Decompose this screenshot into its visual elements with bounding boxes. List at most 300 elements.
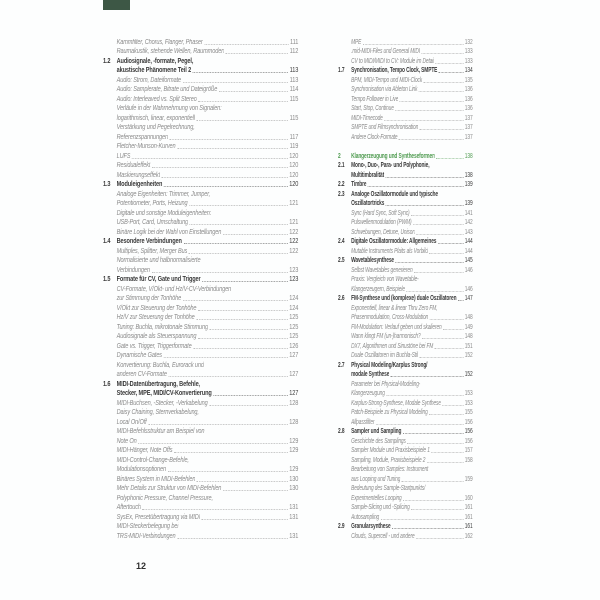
entry-page-number: 161 — [464, 513, 473, 521]
dot-leader — [429, 253, 463, 254]
entry-page-number: 159 — [464, 475, 473, 483]
dot-leader — [403, 433, 464, 434]
toc-line — [338, 379, 473, 389]
toc-line — [103, 199, 298, 209]
entry-page-number: 137 — [464, 114, 473, 122]
toc-line — [338, 132, 473, 142]
entry-page-number: 138 — [464, 171, 473, 179]
entry-title: Aftertouch — [116, 504, 141, 511]
entry-title: Physical Modeling/Karplus Strong/ — [351, 361, 428, 369]
toc-line — [338, 218, 473, 228]
toc-line — [338, 427, 473, 437]
dot-leader — [386, 205, 464, 206]
entry-title: Klangerzeugern, Beispiele — [351, 285, 405, 293]
toc-line — [103, 37, 298, 47]
entry-page-number: 143 — [464, 228, 473, 236]
entry-title: Audiosignale als Steuerspannung — [116, 333, 197, 340]
toc-line — [103, 246, 298, 256]
dot-leader — [168, 376, 287, 377]
entry-title: Andere Clock-Formate — [351, 133, 398, 141]
entry-title: Sampler und Sampling — [351, 428, 402, 435]
toc-line — [103, 484, 298, 494]
toc-line — [103, 531, 298, 541]
entry-title: CV-Formate, V/Okt- und Hz/V-CV-Verbindungen — [116, 285, 232, 293]
entry-title: Polyphonic Pressure, Channel Pressure, — [116, 494, 213, 502]
dot-leader — [392, 528, 464, 529]
dot-leader — [143, 509, 288, 510]
entry-title: SMPTE und Filmsynchronisation — [351, 124, 419, 131]
entry-title: Experimentelles Looping — [351, 494, 402, 502]
entry-page-number: 127 — [289, 352, 299, 359]
entry-title: Wavetablesynthese — [351, 257, 395, 264]
dot-leader — [168, 471, 288, 472]
section-number: 2.4 — [338, 238, 345, 245]
toc-line — [103, 465, 298, 475]
toc-line — [103, 360, 298, 370]
toc-line — [103, 47, 298, 57]
toc-line — [338, 322, 473, 332]
dot-leader — [223, 490, 288, 491]
toc-line — [338, 170, 473, 180]
page-number: 12 — [136, 561, 147, 571]
dot-leader — [209, 405, 287, 406]
dot-leader — [416, 538, 463, 539]
toc-line — [338, 113, 473, 123]
toc-line — [338, 151, 473, 161]
entry-title: Maskierungseffekt — [116, 171, 161, 179]
dot-leader — [407, 443, 463, 444]
entry-title: Clouds, Supercell - und andere — [351, 532, 415, 540]
section-number: 1.4 — [103, 238, 111, 245]
dot-leader — [183, 243, 287, 244]
entry-page-number: 128 — [289, 418, 299, 426]
dot-leader — [420, 129, 464, 130]
toc-line — [103, 123, 298, 133]
entry-page-number: 156 — [464, 437, 473, 445]
toc-line — [103, 256, 298, 266]
toc-line — [338, 465, 473, 475]
toc-line — [338, 493, 473, 503]
entry-title: Digitale Oszillatormodule: Allgemeines — [351, 238, 437, 245]
dot-leader — [395, 110, 463, 111]
toc-line — [103, 313, 298, 323]
entry-page-number: 129 — [289, 466, 299, 473]
entry-page-number: 136 — [464, 95, 473, 103]
entry-page-number: 152 — [464, 352, 473, 359]
entry-title: Bearbeitung von Samples: Instrument — [351, 466, 429, 473]
entry-title: USB-Port, Card, Umschaltung — [116, 219, 189, 226]
entry-title: Analoge Eigenheiten: Trimmer, Jumper, — [116, 190, 211, 198]
entry-page-number: 122 — [289, 238, 299, 245]
dot-leader — [183, 82, 288, 83]
section-number: 1.5 — [103, 276, 111, 283]
dot-leader — [202, 519, 288, 520]
dot-leader — [436, 158, 463, 159]
dot-leader — [183, 300, 288, 301]
toc-line — [338, 94, 473, 104]
entry-page-number: 148 — [464, 333, 473, 340]
entry-title: Audio: Interleaved vs. Split Stereo — [116, 95, 197, 103]
dot-leader — [411, 215, 464, 216]
entry-page-number: 124 — [289, 295, 299, 302]
entry-title: Synchronisation via Ableton Link — [351, 86, 418, 93]
entry-title: Bedeutung des Sample-Startpunkts/ — [351, 485, 426, 492]
toc-line — [338, 56, 473, 66]
toc-line — [338, 303, 473, 313]
entry-page-number: 129 — [289, 437, 299, 445]
section-number: 2.7 — [338, 361, 345, 369]
entry-title: Raumakustik, stehende Wellen, Raummoden — [116, 48, 225, 55]
entry-title: Mutable Instruments Plaits als Vorbild — [351, 247, 428, 255]
entry-title: Tuning: Buchla, mikrotonale Stimmung — [116, 323, 209, 331]
entry-page-number: 121 — [289, 200, 299, 207]
entry-title: MIDI-Buchsen, -Stecker, -Verkabelung — [116, 399, 208, 407]
entry-page-number: 119 — [289, 143, 299, 150]
toc-line — [338, 313, 473, 323]
entry-title: Analoge Oszillatormodule und typische — [351, 190, 438, 198]
entry-page-number: 153 — [464, 399, 473, 407]
entry-title: Digitale und sonstige Moduleigenheiten: — [116, 209, 212, 217]
entry-title: MIDI-Befehlsstruktur am Beispiel von — [116, 428, 205, 435]
entry-title: Modulationsoptionen — [116, 466, 167, 473]
entry-page-number: 122 — [289, 228, 299, 236]
toc-line — [103, 303, 298, 313]
dot-leader — [406, 291, 463, 292]
toc-line — [103, 142, 298, 152]
toc-column-left — [103, 37, 298, 541]
dot-leader — [414, 272, 463, 273]
toc-line — [338, 484, 473, 494]
entry-title: Verbindungen — [116, 266, 150, 274]
dot-leader — [202, 281, 287, 282]
toc-line — [103, 180, 298, 190]
entry-title: Gate vs. Trigger, Triggerformate — [116, 342, 192, 350]
entry-page-number: 146 — [464, 266, 473, 274]
entry-title: TRS-MIDI-Verbindungen — [116, 532, 176, 540]
entry-page-number: 113 — [289, 67, 299, 74]
toc-line — [103, 522, 298, 532]
toc-line — [338, 284, 473, 294]
entry-title: BPM, MIDI-Tempo und MIDI-Clock — [351, 76, 423, 84]
entry-page-number: 142 — [464, 219, 473, 226]
dot-leader — [376, 424, 464, 425]
entry-page-number: 161 — [464, 523, 473, 530]
toc-line — [103, 237, 298, 247]
dot-leader — [198, 101, 288, 102]
entry-page-number: 147 — [464, 295, 473, 302]
entry-title: CV to MIDI/MIDI to CV: Module im Detail — [351, 57, 435, 65]
dot-leader — [204, 44, 288, 45]
dot-leader — [399, 139, 463, 140]
dot-leader — [381, 519, 464, 520]
dot-leader — [151, 272, 287, 273]
entry-page-number: 155 — [464, 409, 473, 416]
toc-line — [103, 503, 298, 513]
dot-leader — [189, 253, 288, 254]
entry-title: Exponentiell, linear & linear Thru Zero FM, — [351, 304, 438, 312]
dot-leader — [431, 452, 463, 453]
entry-title: Binäres System in MIDI-Befehlen — [116, 475, 196, 483]
toc-line — [338, 246, 473, 256]
section-number: 1.3 — [103, 181, 111, 188]
entry-title: Multiples, Splitter, Merger Bus — [116, 247, 188, 255]
entry-title: Sampling, Module, Praxisbeispiele 2 — [351, 456, 426, 464]
dot-leader — [385, 177, 463, 178]
toc-line — [103, 94, 298, 104]
dot-leader — [386, 395, 463, 396]
toc-line — [103, 151, 298, 161]
entry-page-number: 157 — [464, 447, 473, 454]
dot-leader — [427, 462, 464, 463]
entry-title: logarithmisch, linear, exponentiell — [116, 114, 195, 122]
entry-page-number: 146 — [464, 285, 473, 293]
entry-title: Pulswellenmodulation (PWM) — [351, 219, 412, 226]
entry-page-number: 138 — [464, 152, 473, 160]
toc-line — [338, 398, 473, 408]
toc-line — [338, 332, 473, 342]
toc-line — [338, 389, 473, 399]
dot-leader — [419, 357, 463, 358]
entry-title: Schwebungen, Detune, Unison — [351, 228, 415, 236]
section-number: 2.1 — [338, 162, 345, 169]
dot-leader — [189, 205, 287, 206]
entry-title: MIDI-Hänger, Note Offs — [116, 447, 173, 454]
entry-page-number: 121 — [289, 219, 299, 226]
entry-title: MIDI-Steckerbelegung bei — [116, 523, 179, 530]
entry-title: SysEx, Presetübertragung via MIDI — [116, 513, 201, 521]
dot-leader — [435, 348, 464, 349]
section-number: 2.6 — [338, 295, 345, 302]
entry-page-number: 126 — [289, 342, 299, 350]
toc-line — [103, 379, 298, 389]
dot-leader — [439, 72, 464, 73]
toc-line — [103, 113, 298, 123]
toc-line — [338, 104, 473, 114]
toc-line — [338, 446, 473, 456]
entry-title: Sample-Slicing und -Splicing — [351, 504, 410, 511]
dot-leader — [368, 186, 464, 187]
dot-leader — [384, 120, 463, 121]
entry-title: Referenzspannungen — [116, 133, 168, 141]
toc-line — [338, 408, 473, 418]
toc-line — [103, 322, 298, 332]
dot-leader — [197, 481, 288, 482]
entry-page-number: 145 — [464, 257, 473, 264]
entry-title: Formate für CV, Gate und Trigger — [116, 276, 201, 283]
dot-leader — [219, 91, 288, 92]
entry-page-number: 128 — [289, 399, 299, 407]
dot-leader — [170, 139, 288, 140]
entry-page-number: 156 — [464, 418, 473, 426]
entry-title: Patch-Beispiele zu Physical Modeling — [351, 409, 428, 416]
entry-title: FM-Modulation: Verlauf geben und skalieren — [351, 323, 442, 331]
entry-page-number: 162 — [464, 532, 473, 540]
dot-leader — [223, 234, 288, 235]
toc-line — [338, 522, 473, 532]
entry-title: FM-Synthese und (komplexe) duale Oszillatoren — [351, 295, 457, 302]
dot-leader — [411, 509, 463, 510]
toc-line — [103, 75, 298, 85]
dot-leader — [416, 234, 463, 235]
entry-title: Wann klingt FM (un-)harmonisch? — [351, 333, 421, 340]
toc-line — [103, 284, 298, 294]
toc-line — [103, 208, 298, 218]
section-number: 2.8 — [338, 428, 345, 435]
dot-leader — [424, 82, 464, 83]
entry-title: Note On — [116, 437, 137, 445]
entry-title: Residualeffekt — [116, 162, 151, 169]
entry-title: Konvertierung: Buchla, Eurorack und — [116, 361, 204, 369]
toc-line — [338, 455, 473, 465]
entry-title: Verläufe in der Wahrnehmung von Signalen: — [116, 105, 222, 112]
entry-page-number: 137 — [464, 133, 473, 141]
dot-leader — [402, 481, 464, 482]
entry-page-number: 158 — [464, 456, 473, 464]
entry-title: Granularsynthese — [351, 523, 391, 530]
toc-line — [103, 332, 298, 342]
toc-line — [103, 341, 298, 351]
dot-leader — [152, 167, 288, 168]
entry-page-number: 120 — [289, 171, 299, 179]
toc-line — [103, 427, 298, 437]
toc-line — [338, 436, 473, 446]
toc-line — [103, 474, 298, 484]
toc-line — [338, 237, 473, 247]
dot-leader — [422, 338, 463, 339]
entry-page-number: 131 — [289, 504, 299, 511]
entry-title: Klangerzeugung und Syntheseformen — [351, 152, 435, 160]
entry-page-number: 115 — [289, 114, 299, 122]
entry-page-number: 131 — [289, 513, 299, 521]
entry-title: Sync (Hard Sync, Soft Sync) — [351, 209, 410, 217]
toc-line — [338, 256, 473, 266]
dot-leader — [177, 538, 288, 539]
entry-page-number: 125 — [289, 314, 299, 321]
section-number: 1.2 — [103, 57, 111, 65]
dot-leader — [162, 177, 288, 178]
dot-leader — [400, 101, 464, 102]
toc-line — [103, 294, 298, 304]
entry-title: Stecker, MPE, MIDI/CV-Konvertierung — [116, 390, 212, 397]
dot-leader — [391, 376, 464, 377]
toc-line — [338, 123, 473, 133]
entry-title: V/Okt zur Steuerung der Tonhöhe — [116, 304, 197, 312]
toc-line — [103, 275, 298, 285]
entry-page-number: 123 — [289, 276, 299, 283]
dot-leader — [421, 53, 463, 54]
entry-title: Timbre — [351, 181, 367, 188]
dot-leader — [438, 243, 464, 244]
entry-title: MPE — [351, 38, 362, 46]
entry-title: Moduleigenheiten — [116, 181, 163, 188]
entry-page-number: 160 — [464, 494, 473, 502]
toc-line — [338, 341, 473, 351]
entry-title: anderen CV-Formate — [116, 371, 167, 378]
dot-leader — [419, 91, 464, 92]
toc-line — [338, 75, 473, 85]
toc-line — [103, 66, 298, 76]
dot-leader — [174, 452, 288, 453]
entry-page-number: 133 — [464, 57, 473, 65]
toc-line — [338, 161, 473, 171]
toc-line — [103, 265, 298, 275]
entry-title: Autosampling — [351, 513, 380, 521]
entry-page-number: 117 — [289, 133, 299, 141]
entry-page-number: 133 — [464, 48, 473, 55]
entry-page-number: 127 — [289, 371, 299, 378]
entry-title: Dynamische Gates — [116, 352, 162, 359]
dot-leader — [164, 186, 288, 187]
entry-title: Binäre Logik bei der Wahl von Einstellungen — [116, 228, 222, 236]
toc-line — [103, 85, 298, 95]
entry-title: Kammfilter, Chorus, Flanger, Phaser — [116, 38, 203, 46]
entry-page-number: 127 — [289, 390, 299, 397]
toc-line — [103, 227, 298, 237]
entry-title: Mehr Details zur Struktur von MIDI-Befehlen — [116, 485, 222, 492]
dot-leader — [403, 500, 463, 501]
toc-line — [103, 436, 298, 446]
toc-line — [103, 398, 298, 408]
entry-page-number: 113 — [289, 76, 299, 84]
entry-title: Oszillatortricks — [351, 200, 385, 207]
entry-title: Normalisierte und halbnormalisierte — [116, 257, 201, 264]
entry-title: Start, Stop, Continue — [351, 105, 394, 112]
entry-page-number: 144 — [464, 238, 473, 245]
entry-title: Karplus-Strong-Synthese, Modale Synthese — [351, 399, 441, 407]
dot-leader — [196, 319, 287, 320]
toc-line — [103, 170, 298, 180]
toc-line — [338, 360, 473, 370]
toc-line — [338, 85, 473, 95]
toc-line — [103, 370, 298, 380]
entry-title: Klangerzeugung — [351, 390, 385, 397]
entry-page-number: 136 — [464, 86, 473, 93]
entry-page-number: 130 — [289, 485, 299, 492]
entry-title: Verstärkung und Pegelrechnung, — [116, 124, 195, 131]
entry-title: Geschichte des Samplings — [351, 437, 406, 445]
section-number: 1.6 — [103, 380, 111, 388]
dot-leader — [210, 329, 288, 330]
entry-page-number: 141 — [464, 209, 473, 217]
entry-title: Sampler Module und Praxisbeispiele 1 — [351, 447, 430, 454]
section-number: 2.2 — [338, 181, 345, 188]
entry-page-number: 124 — [289, 304, 299, 312]
toc-line — [103, 493, 298, 503]
toc-line — [338, 503, 473, 513]
entry-title: akustische Phänomene Teil 2 — [116, 67, 192, 74]
section-number: 1.7 — [338, 67, 345, 74]
entry-page-number: 114 — [289, 86, 299, 93]
entry-page-number: 161 — [464, 504, 473, 511]
toc-line — [338, 189, 473, 199]
entry-title: Allpassfilter — [351, 418, 375, 426]
dot-leader — [148, 424, 287, 425]
section-number: 2.3 — [338, 190, 345, 198]
dot-leader — [138, 443, 287, 444]
dot-leader — [430, 319, 464, 320]
toc-line — [338, 531, 473, 541]
dot-leader — [193, 72, 288, 73]
toc-line — [103, 512, 298, 522]
toc-line — [338, 417, 473, 427]
dot-leader — [442, 405, 463, 406]
entry-title: Fletcher-Munson-Kurven — [116, 143, 176, 150]
dot-leader — [443, 329, 463, 330]
entry-title: Audio: Samplerate, Bitrate und Dateigröße — [116, 86, 218, 93]
entry-title: Parameter bei Physical-Modeling- — [351, 380, 421, 388]
entry-title: MIDI-Timecode — [351, 114, 383, 122]
dot-leader — [198, 338, 288, 339]
